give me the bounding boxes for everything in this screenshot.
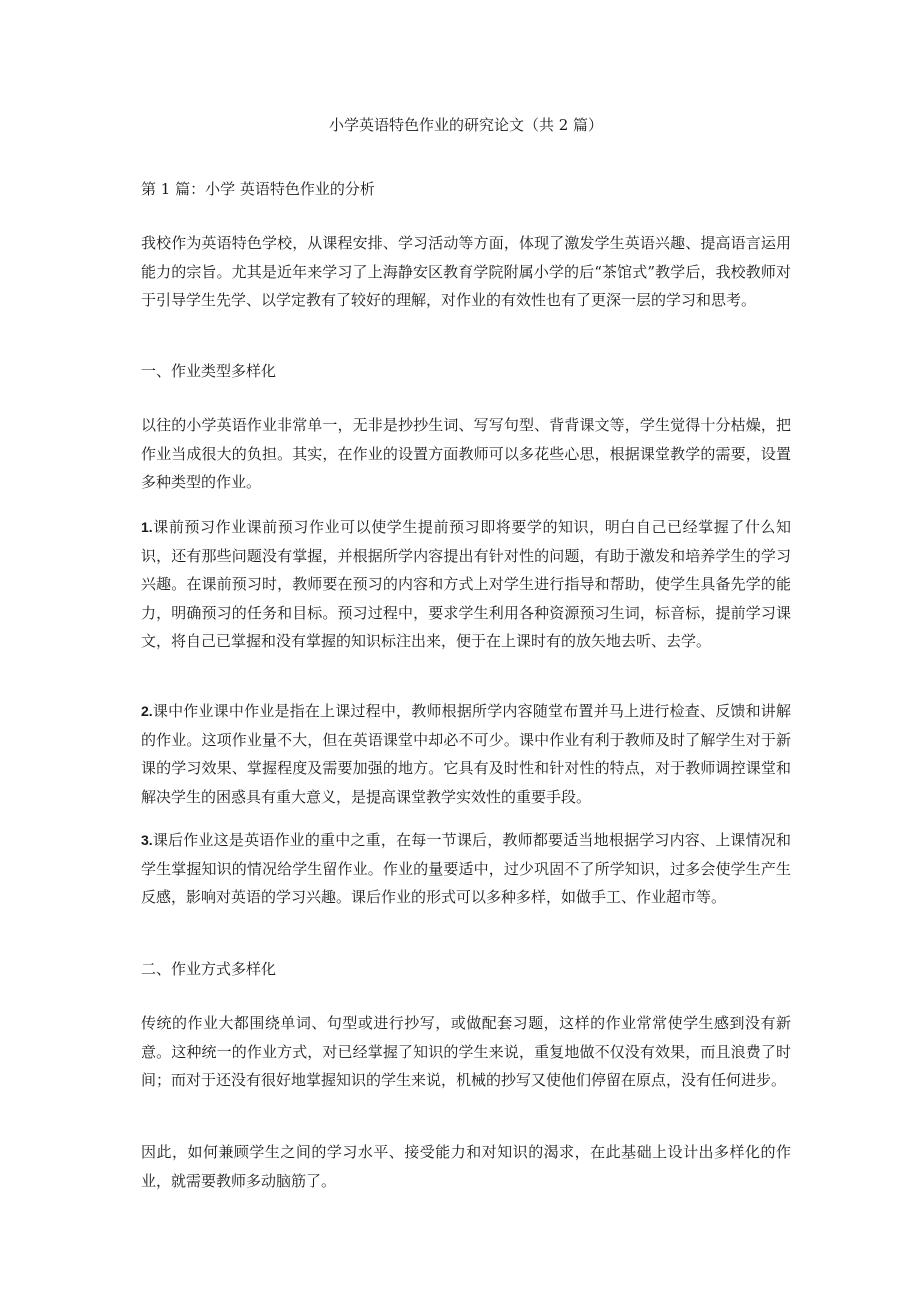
- item3-number: 3.: [141, 832, 153, 848]
- part1-heading: 第 1 篇：小学 英语特色作业的分析: [141, 180, 375, 198]
- item1-paragraph: [141, 513, 791, 656]
- closing-paragraph: 因此，如何兼顾学生之间的学习水平、接受能力和对知识的渴求，在此基础上设计出多样化的作业，就需要教师多动脑筋了。: [141, 1143, 791, 1190]
- section1-heading: 一、作业类型多样化: [141, 362, 277, 380]
- item3-text: 课后作业这是英语作业的重中之重，在每一节课后，教师都要适当地根据学习内容、上课情况和学生掌握知识的情况给学生留作业。作业的量要适中，过少巩固不了所学知识，过多会使学生产生反感，影响对英语的学习兴趣。课后作业的形式可以多种多样，如做手工、作业超市等。: [141, 831, 791, 906]
- item2-number: 2.: [141, 703, 153, 719]
- intro-paragraph: 我校作为英语特色学校，从课程安排、学习活动等方面，体现了激发学生英语兴趣、提高语言运用能力的宗旨。尤其是近年来学习了上海静安区教育学院附属小学的后“茶馆式”教学后，我校教师对于引导学生先学、以学定教有了较好的理解，对作业的有效性也有了更深一层的学习和思考。: [141, 234, 791, 309]
- section2-heading: 二、作业方式多样化: [141, 960, 277, 978]
- item3-paragraph: [141, 826, 791, 912]
- item2-paragraph: [141, 697, 791, 811]
- document-title: 小学英语特色作业的研究论文（共 2 篇）: [328, 116, 604, 134]
- item2-text: 课中作业课中作业是指在上课过程中，教师根据所学内容随堂布置并马上进行检查、反馈和讲解的作业。这项作业量不大，但在英语课堂中却必不可少。课中作业有利于教师及时了解学生对于新课的学习效果、掌握程度及需要加强的地方。它具有及时性和针对性的特点，对于教师调控课堂和解决学生的困惑具有重大意义，是提高课堂教学实效性的重要手段。: [141, 702, 791, 806]
- item1-number: 1.: [141, 519, 153, 535]
- item1-text: 课前预习作业课前预习作业可以使学生提前预习即将要学的知识，明白自己已经掌握了什么知识，还有那些问题没有掌握，并根据所学内容提出有针对性的问题，有助于激发和培养学生的学习兴趣。在课前预习时，教师要在预习的内容和方式上对学生进行指导和帮助，使学生具备先学的能力，明确预习的任务和目标。预习过程中，要求学生利用各种资源预习生词，标音标，提前学习课文，将自己已掌握和没有掌握的知识标注出来，便于在上课时有的放矢地去听、去学。: [141, 518, 791, 650]
- section2-paragraph: 传统的作业大都围绕单词、句型或进行抄写，或做配套习题，这样的作业常常使学生感到没有新意。这种统一的作业方式，对已经掌握了知识的学生来说，重复地做不仅没有效果，而且浪费了时间；而对于还没有很好地掌握知识的学生来说，机械的抄写又使他们停留在原点，没有任何进步。: [141, 1014, 791, 1089]
- section1-paragraph: 以往的小学英语作业非常单一，无非是抄抄生词、写写句型、背背课文等，学生觉得十分枯燥，把作业当成很大的负担。其实，在作业的设置方面教师可以多花些心思，根据课堂教学的需要，设置多种类型的作业。: [141, 416, 791, 491]
